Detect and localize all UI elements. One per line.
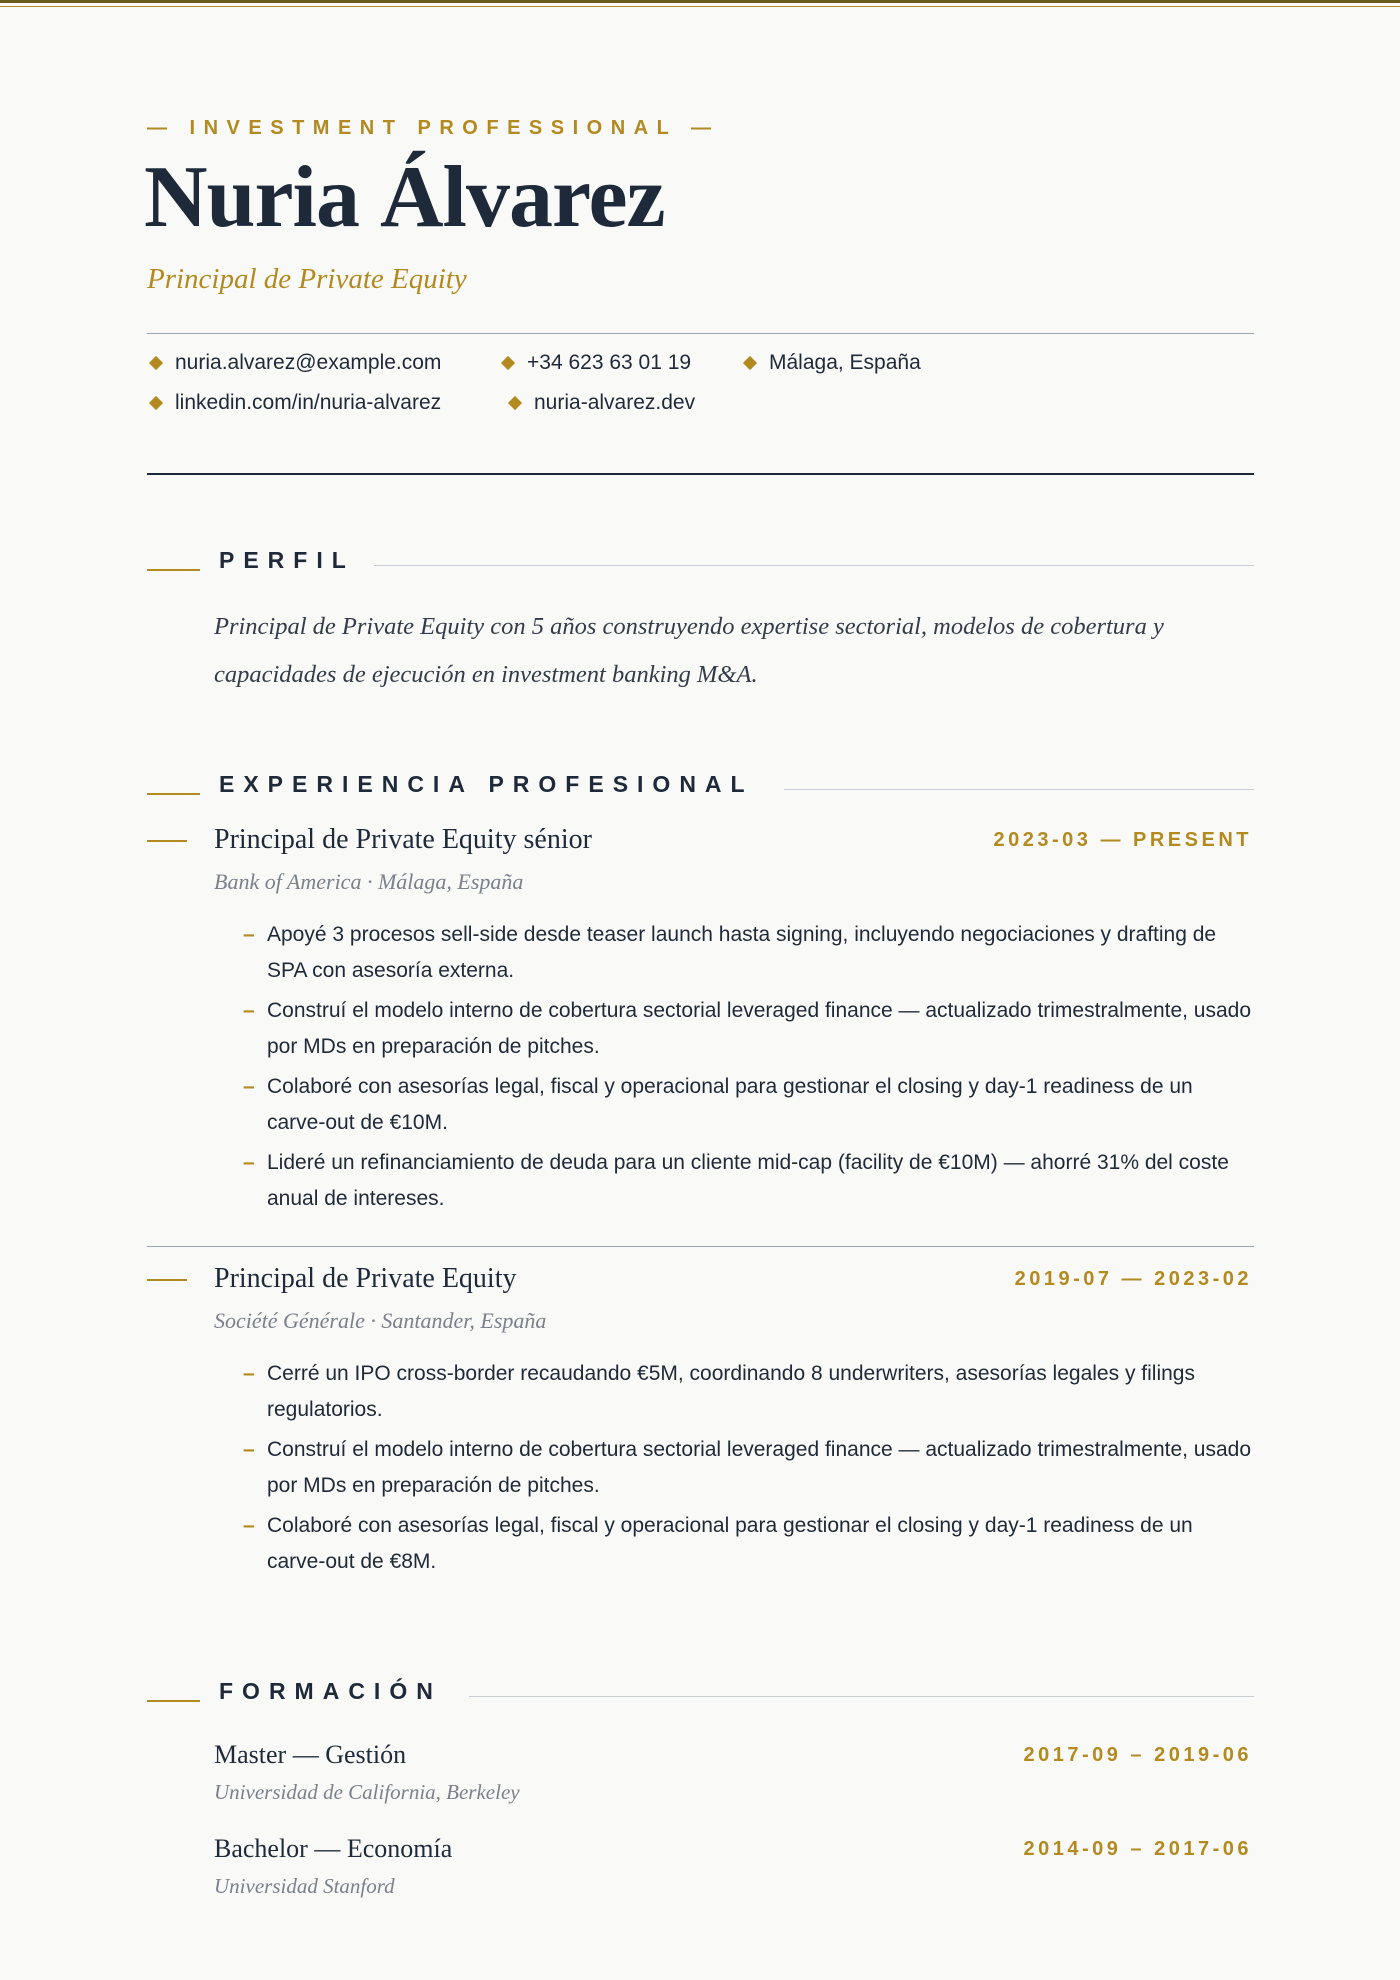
- entry-accent-line: [147, 1279, 187, 1281]
- dash-bullet-icon: –: [243, 1151, 255, 1174]
- section-experience-heading: [147, 771, 1254, 801]
- section-accent-line: [147, 793, 200, 795]
- dash-bullet-icon: –: [243, 1514, 255, 1537]
- education-dates: 2017-09 – 2019-06: [1023, 1744, 1252, 1766]
- diamond-bullet-icon: [149, 396, 163, 410]
- contact-row-1: [147, 351, 921, 375]
- top-border-rule-thin: [0, 6, 1400, 7]
- section-accent-line: [147, 569, 200, 571]
- location-text: Málaga, España: [769, 351, 921, 374]
- header-bottom-rule: [147, 473, 1254, 475]
- contact-linkedin[interactable]: [147, 391, 506, 415]
- job-title: Principal de Private Equity sénior: [214, 824, 592, 855]
- bullet-text: Construí el modelo interno de cobertura sectorial leveraged finance — actualizado trimestralmente, usado por MDs en preparación de pitches.: [267, 999, 1252, 1058]
- school-name: Universidad de California, Berkeley: [214, 1780, 520, 1804]
- section-rule: [469, 1696, 1254, 1697]
- diamond-bullet-icon: [508, 396, 522, 410]
- list-item: [243, 1145, 1252, 1217]
- bullet-text: Colaboré con asesorías legal, fiscal y operacional para gestionar el closing y day-1 readiness de un carve-out de €8M.: [267, 1514, 1193, 1573]
- profile-summary: Principal de Private Equity con 5 años construyendo expertise sectorial, modelos de cobertura y capacidades de ejecución en investment banking M&A.: [214, 613, 1164, 688]
- bullet-text: Lideré un refinanciamiento de deuda para un cliente mid-cap (facility de €10M) — ahorré 31% del coste anual de intereses.: [267, 1151, 1229, 1210]
- candidate-headline: Principal de Private Equity: [147, 263, 467, 295]
- education-dates: 2014-09 – 2017-06: [1023, 1838, 1252, 1860]
- entry-accent-line: [147, 840, 187, 842]
- contact-email[interactable]: [147, 351, 499, 375]
- list-item: [243, 1432, 1252, 1504]
- degree-title: Bachelor — Economía: [214, 1834, 453, 1863]
- bullet-text: Apoyé 3 procesos sell-side desde teaser launch hasta signing, incluyendo negociaciones y drafting de SPA con asesoría externa.: [267, 923, 1217, 982]
- section-rule: [784, 789, 1254, 790]
- email-text: nuria.alvarez@example.com: [175, 351, 442, 374]
- diamond-bullet-icon: [501, 356, 515, 370]
- list-item: [243, 917, 1252, 989]
- job-dates: 2019-07 — 2023-02: [1014, 1268, 1252, 1290]
- dash-bullet-icon: –: [243, 1075, 255, 1098]
- top-border-rule: [0, 0, 1400, 3]
- dash-bullet-icon: –: [243, 1438, 255, 1461]
- section-rule: [374, 565, 1254, 566]
- section-title: FORMACIÓN: [219, 1678, 442, 1704]
- bullet-text: Colaboré con asesorías legal, fiscal y operacional para gestionar el closing y day-1 readiness de un carve-out de €10M.: [267, 1075, 1193, 1134]
- job-company: Bank of America · Málaga, España: [214, 869, 524, 894]
- contact-row-2: [147, 391, 695, 415]
- dash-bullet-icon: –: [243, 923, 255, 946]
- header-divider: [147, 333, 1254, 334]
- eyebrow-label: — INVESTMENT PROFESSIONAL —: [147, 117, 720, 139]
- website-text: nuria-alvarez.dev: [534, 391, 696, 414]
- job-company: Société Générale · Santander, España: [214, 1308, 547, 1333]
- section-title: EXPERIENCIA PROFESIONAL: [219, 771, 754, 797]
- job-bullets: [243, 917, 1252, 1221]
- section-profile-heading: [147, 547, 1254, 577]
- bullet-text: Cerré un IPO cross-border recaudando €5M, coordinando 8 underwriters, asesorías legales y filings regulatorios.: [267, 1362, 1195, 1421]
- list-item: [243, 1356, 1252, 1428]
- job-dates: 2023-03 — PRESENT: [993, 829, 1252, 851]
- school-name: Universidad Stanford: [214, 1874, 395, 1898]
- degree-title: Master — Gestión: [214, 1740, 407, 1769]
- list-item: [243, 1069, 1252, 1141]
- dash-bullet-icon: –: [243, 999, 255, 1022]
- section-title: PERFIL: [219, 547, 355, 573]
- contact-website[interactable]: [506, 391, 695, 415]
- phone-text: +34 623 63 01 19: [527, 351, 692, 374]
- section-accent-line: [147, 1700, 200, 1702]
- linkedin-text: linkedin.com/in/nuria-alvarez: [175, 391, 442, 414]
- job-title: Principal de Private Equity: [214, 1263, 517, 1294]
- list-item: [243, 993, 1252, 1065]
- diamond-bullet-icon: [743, 356, 757, 370]
- bullet-text: Construí el modelo interno de cobertura sectorial leveraged finance — actualizado trimestralmente, usado por MDs en preparación de pitches.: [267, 1438, 1252, 1497]
- candidate-name: Nuria Álvarez: [144, 149, 665, 246]
- section-education-heading: [147, 1678, 1254, 1708]
- diamond-bullet-icon: [149, 356, 163, 370]
- contact-phone[interactable]: [499, 351, 741, 375]
- contact-location: [741, 351, 921, 375]
- entry-divider: [147, 1246, 1254, 1247]
- dash-bullet-icon: –: [243, 1362, 255, 1385]
- job-bullets: [243, 1356, 1252, 1584]
- list-item: [243, 1508, 1252, 1580]
